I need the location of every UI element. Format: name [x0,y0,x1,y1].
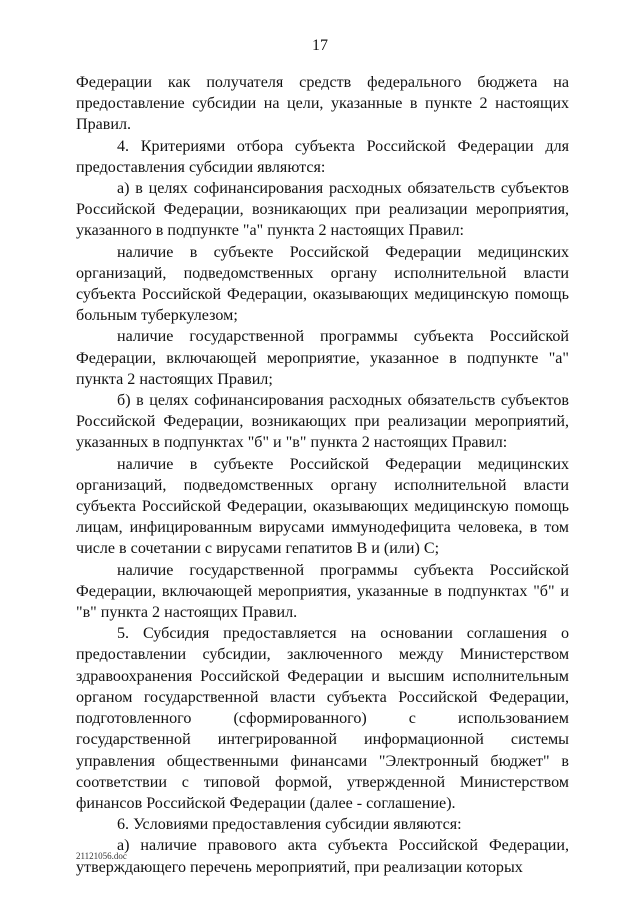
document-filename: 21121056.doc [76,851,127,861]
paragraph-item-4: 4. Критериями отбора субъекта Российской Федерации для предоставления субсидии являются: [76,137,569,176]
paragraph-criterion: наличие в субъекте Российской Федерации медицинских организаций, подведомственных органу исполнительной власти субъекта Российской Федерации, оказывающих медицинскую помощь лицам, инфицированным вирусами иммунодефицита человека, в том числе в сочетании с вирусами гепатитов B и (или) C; [76,455,569,558]
paragraph-item-4b: б) в целях софинансирования расходных обязательств субъектов Российской Федерации, возникающих при реализации мероприятий, указанных в подпунктах "б" и "в" пункта 2 настоящих Правил: [76,392,569,452]
paragraph-item-5: 5. Субсидия предоставляется на основании соглашения о предоставлении субсидии, заключенного между Министерством здравоохранения Российской Федерации и высшим исполнительным органом государственной власти субъекта Российской Федерации, подготовленного (сформированного) с использованием государственной интегрированной информационной системы управления общественными финансами "Электронный бюджет" в соответствии с типовой формой, утвержденной Министерством финансов Российской Федерации (далее - соглашение). [76,625,569,812]
paragraph-item-6a: а) наличие правового акта субъекта Российской Федерации, утверждающего перечень мероприятий, при реализации которых [76,837,569,876]
paragraph-item-6: 6. Условиями предоставления субсидии являются: [117,816,462,834]
paragraph-criterion: наличие в субъекте Российской Федерации медицинских организаций, подведомственных органу исполнительной власти субъекта Российской Федерации, оказывающих медицинскую помощь больным туберкулезом; [76,243,569,325]
page-number: 17 [312,37,328,54]
paragraph-continuation: Федерации как получателя средств федерального бюджета на предоставление субсидии на цели, указанные в пункте 2 настоящих Правил. [76,74,569,134]
paragraph-item-4a: а) в целях софинансирования расходных обязательств субъектов Российской Федерации, возникающих при реализации мероприятия, указанного в подпункте "а" пункта 2 настоящих Правил: [76,180,569,240]
paragraph-criterion: наличие государственной программы субъекта Российской Федерации, включающей мероприятие, указанное в подпункте "а" пункта 2 настоящих Правил; [76,328,569,388]
paragraph-criterion: наличие государственной программы субъекта Российской Федерации, включающей мероприятия, указанные в подпунктах "б" и "в" пункта 2 настоящих Правил. [76,561,569,622]
document-body [76,72,569,878]
